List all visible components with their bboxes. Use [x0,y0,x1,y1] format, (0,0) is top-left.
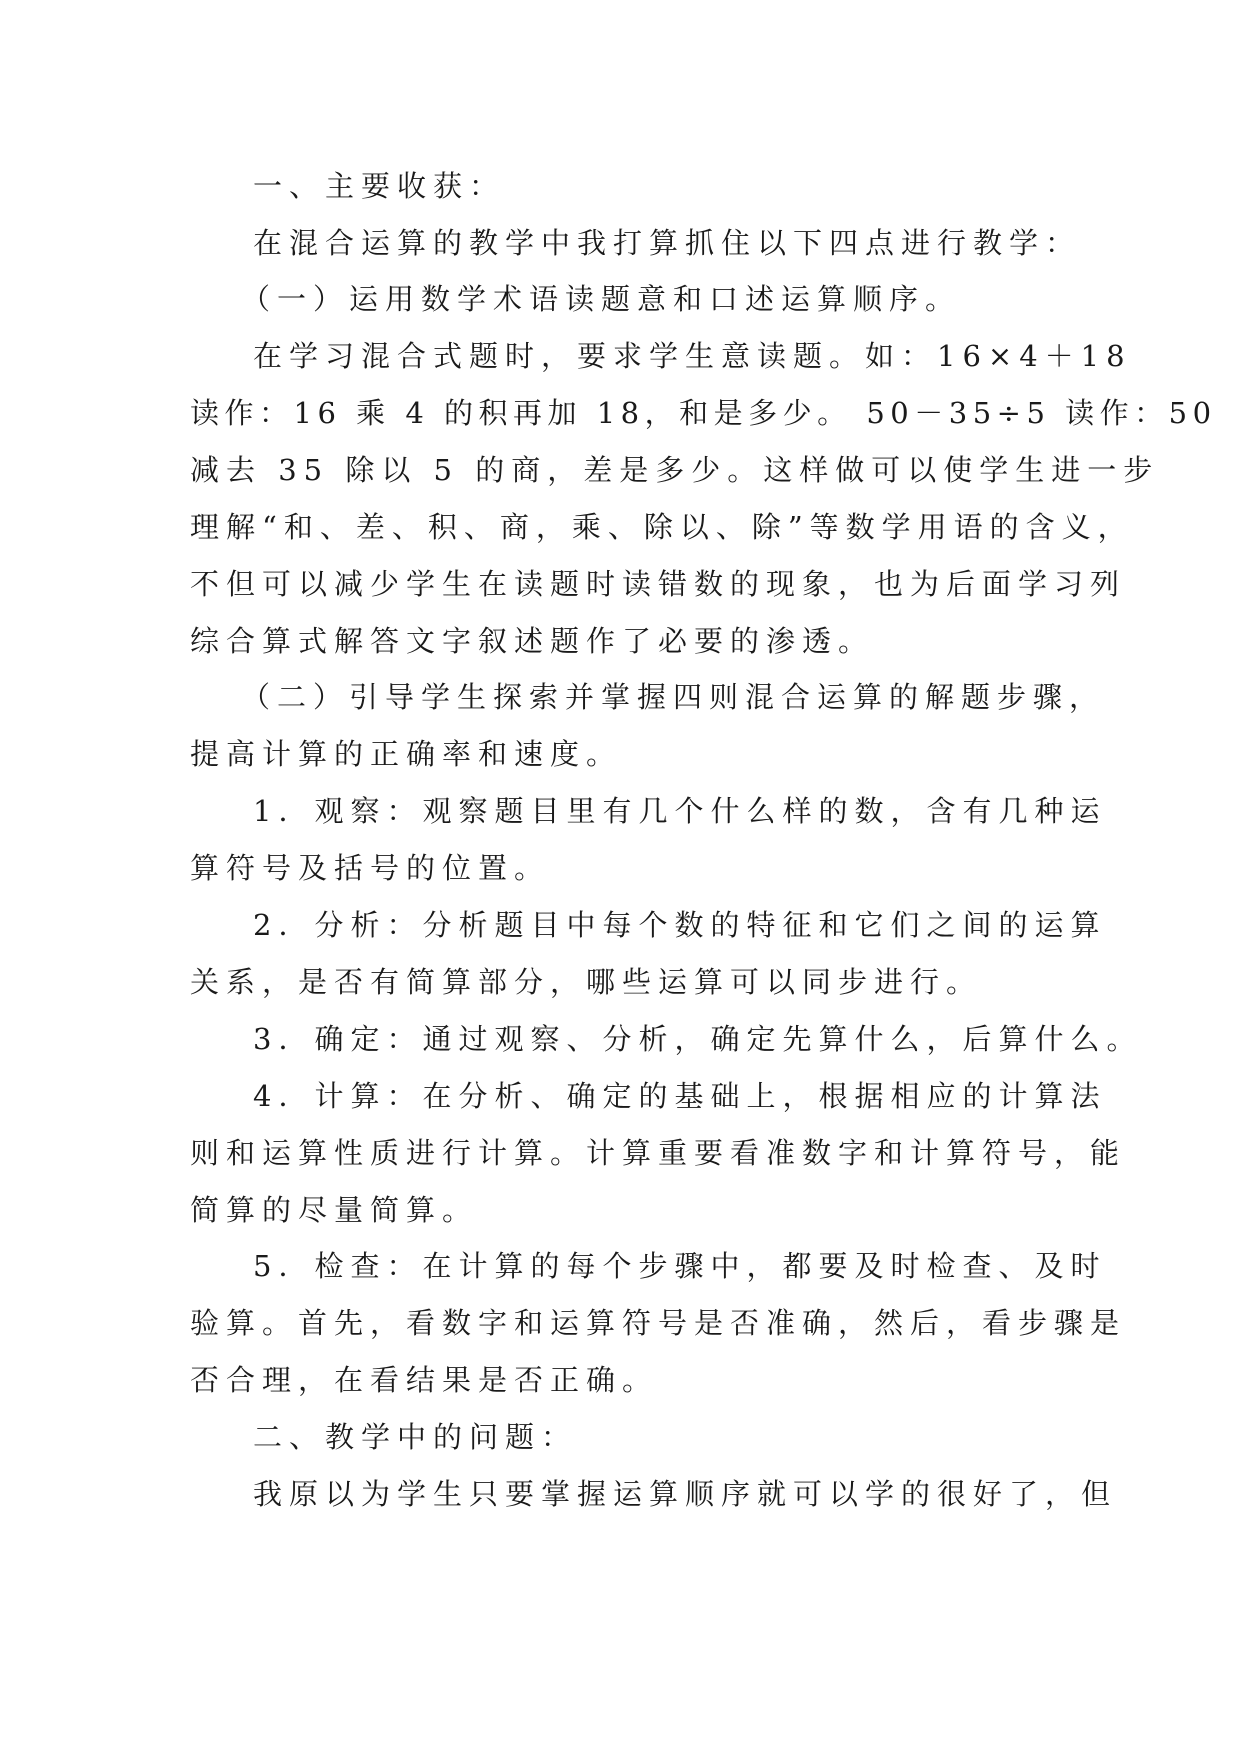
list-item-analyze: 2．分析：分析题目中每个数的特征和它们之间的运算 [253,908,1107,942]
list-item-observe: 1．观察：观察题目里有几个什么样的数，含有几种运 [253,794,1107,828]
paragraph-line: 简算的尽量简算。 [190,1193,479,1227]
paragraph-line: 我原以为学生只要掌握运算顺序就可以学的很好了，但 [253,1477,1118,1511]
subsection-heading-2: （二）引导学生探索并掌握四则混合运算的解题步骤， [241,680,1106,714]
paragraph-line: 在学习混合式题时，要求学生意读题。如：16×4＋18 [253,339,1132,373]
section-heading-problems: 二、教学中的问题： [253,1420,578,1454]
paragraph-line: 理解“和、差、积、商，乘、除以、除”等数学用语的含义， [190,510,1134,544]
paragraph-line: 验算。首先，看数字和运算符号是否准确，然后，看步骤是 [190,1306,1127,1340]
subsection-heading-1: （一）运用数学术语读题意和口述运算顺序。 [241,282,962,316]
paragraph-line: 提高计算的正确率和速度。 [190,737,623,771]
paragraph-line: 关系，是否有简算部分，哪些运算可以同步进行。 [190,965,983,999]
list-item-determine: 3．确定：通过观察、分析，确定先算什么，后算什么。 [253,1022,1143,1056]
section-heading-gains: 一、主要收获： [253,169,506,203]
paragraph-line: 读作：16 乘 4 的积再加 18，和是多少。 50－35÷5 读作：50 [190,396,1217,430]
paragraph-line: 在混合运算的教学中我打算抓住以下四点进行教学： [253,226,1082,260]
paragraph-line: 则和运算性质进行计算。计算重要看准数字和计算符号，能 [190,1136,1127,1170]
paragraph-line: 减去 35 除以 5 的商，差是多少。这样做可以使学生进一步 [190,453,1160,487]
paragraph-line: 综合算式解答文字叙述题作了必要的渗透。 [190,624,875,658]
paragraph-line: 算符号及括号的位置。 [190,851,551,885]
list-item-check: 5．检查：在计算的每个步骤中，都要及时检查、及时 [253,1249,1107,1283]
paragraph-line: 不但可以减少学生在读题时读错数的现象，也为后面学习列 [190,567,1127,601]
paragraph-line: 否合理，在看结果是否正确。 [190,1363,659,1397]
list-item-calculate: 4．计算：在分析、确定的基础上，根据相应的计算法 [253,1079,1107,1113]
